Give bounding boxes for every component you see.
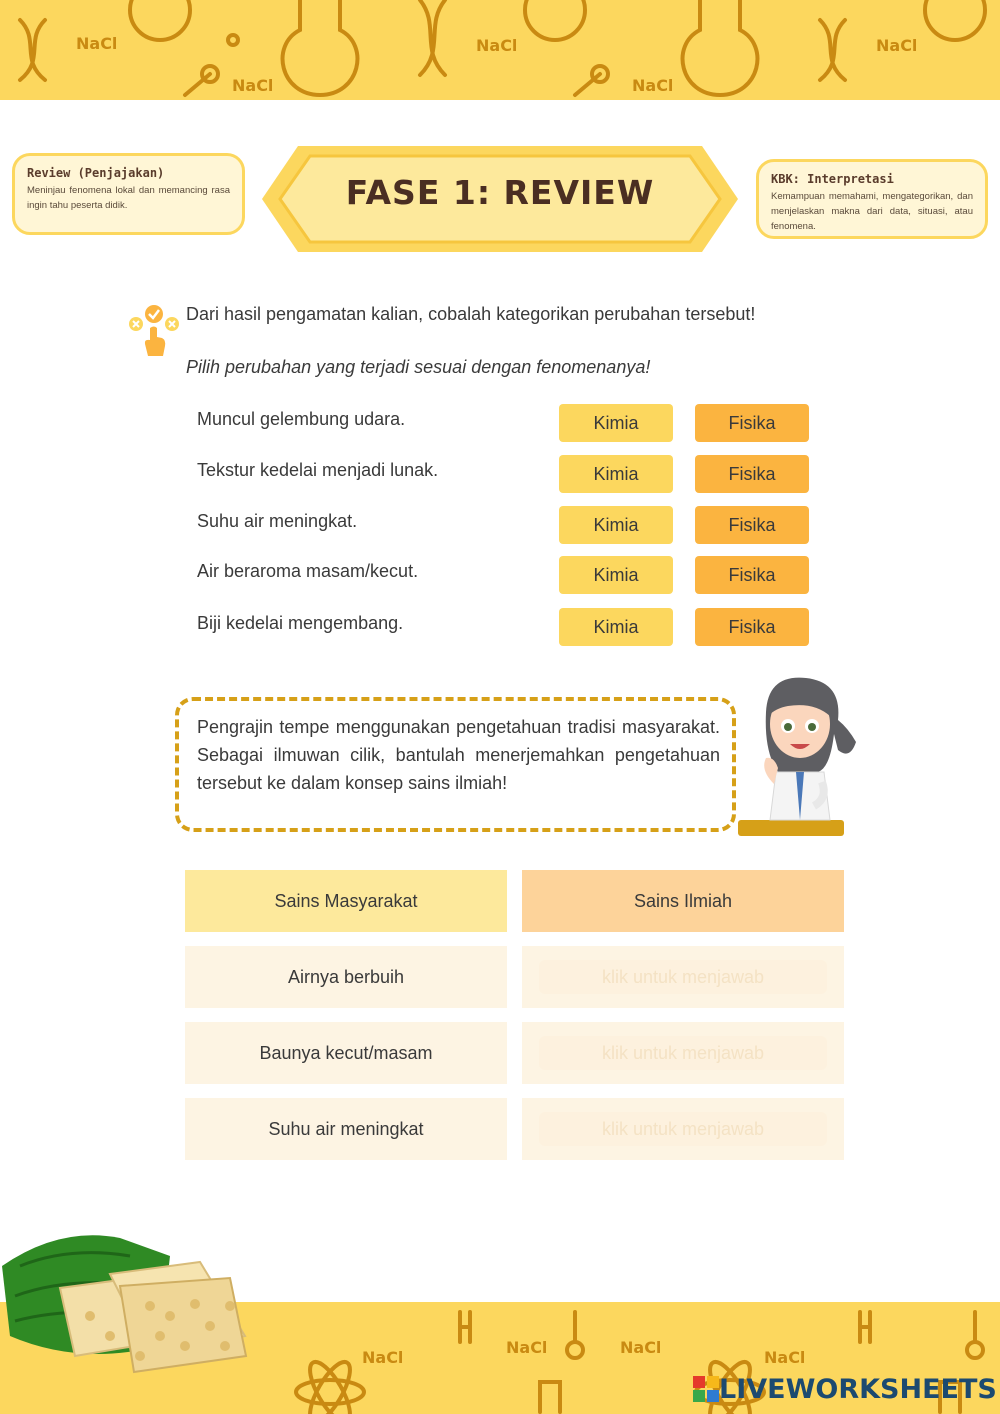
question-text: Muncul gelembung udara. (197, 409, 406, 429)
kimia-option-button[interactable]: Kimia (559, 556, 673, 594)
fisika-option-button[interactable]: Fisika (695, 455, 809, 493)
tempeh-illustration (0, 1226, 250, 1376)
table-header-sains-masyarakat: Sains Masyarakat (185, 870, 507, 932)
table-cell-masyarakat: Airnya berbuih (185, 946, 507, 1008)
kimia-option-button[interactable]: Kimia (559, 404, 673, 442)
answer-input[interactable] (539, 960, 827, 994)
nacl-doodle: NaCl (232, 76, 274, 95)
table-cell-masyarakat: Suhu air meningkat (185, 1098, 507, 1160)
liveworksheets-logo (693, 1374, 997, 1404)
kimia-option-button[interactable]: Kimia (559, 455, 673, 493)
table-cell-ilmiah (522, 1098, 844, 1160)
nacl-doodle: NaCl (476, 36, 518, 55)
fisika-option-button[interactable]: Fisika (695, 608, 809, 646)
instruction-text: Dari hasil pengamatan kalian, cobalah kategorikan perubahan tersebut! (186, 304, 756, 324)
answer-input[interactable] (539, 1036, 827, 1070)
choice-hand-icon (126, 304, 182, 360)
table-cell-ilmiah (522, 1022, 844, 1084)
nacl-doodle: NaCl (362, 1348, 404, 1367)
instruction-subtext: Pilih perubahan yang terjadi sesuai dengan fenomenanya! (186, 357, 651, 377)
review-card-body: Meninjau fenomena lokal dan memancing rasa ingin tahu peserta didik. (27, 185, 230, 212)
kbk-card-title: KBK: Interpretasi (771, 172, 894, 186)
nacl-doodle: NaCl (764, 1348, 806, 1367)
speech-box (175, 697, 736, 832)
fisika-option-button[interactable]: Fisika (695, 506, 809, 544)
scientist-girl-illustration (738, 672, 860, 837)
question-row (197, 556, 817, 594)
page-title: FASE 1: REVIEW (345, 173, 655, 212)
answer-input[interactable] (539, 1112, 827, 1146)
kbk-card-body: Kemampuan memahami, mengategorikan, dan menjelaskan makna dari data, situasi, atau fenomena. (771, 191, 973, 233)
liveworksheets-logo-text: LIVEWORKSHEETS (719, 1373, 997, 1405)
nacl-doodle: NaCl (876, 36, 918, 55)
question-row (197, 455, 817, 493)
kbk-info-card (756, 159, 988, 239)
question-text: Tekstur kedelai menjadi lunak. (197, 460, 439, 480)
nacl-doodle: NaCl (620, 1338, 662, 1357)
nacl-doodle: NaCl (632, 76, 674, 95)
nacl-doodle: NaCl (506, 1338, 548, 1357)
liveworksheets-logo-icon (693, 1376, 719, 1402)
fisika-option-button[interactable]: Fisika (695, 404, 809, 442)
table-cell-masyarakat: Baunya kecut/masam (185, 1022, 507, 1084)
question-row (197, 404, 817, 442)
kimia-option-button[interactable]: Kimia (559, 506, 673, 544)
question-row (197, 608, 817, 646)
review-info-card (12, 153, 245, 235)
fisika-option-button[interactable]: Fisika (695, 556, 809, 594)
speech-text: Pengrajin tempe menggunakan pengetahuan tradisi masyarakat. Sebagai ilmuwan cilik, bantulah menerjemahkan pengetahuan tersebut ke dalam konsep sains ilmiah! (197, 717, 720, 793)
header-decorative-band (0, 0, 1000, 100)
question-text: Air beraroma masam/kecut. (197, 561, 419, 581)
kimia-option-button[interactable]: Kimia (559, 608, 673, 646)
question-text: Biji kedelai mengembang. (197, 613, 404, 633)
nacl-doodle: NaCl (76, 34, 118, 53)
table-cell-ilmiah (522, 946, 844, 1008)
question-text: Suhu air meningkat. (197, 511, 358, 531)
science-doodles-icon (0, 0, 1000, 100)
question-row (197, 506, 817, 544)
review-card-title: Review (Penjajakan) (27, 166, 165, 180)
table-header-sains-ilmiah: Sains Ilmiah (522, 870, 844, 932)
